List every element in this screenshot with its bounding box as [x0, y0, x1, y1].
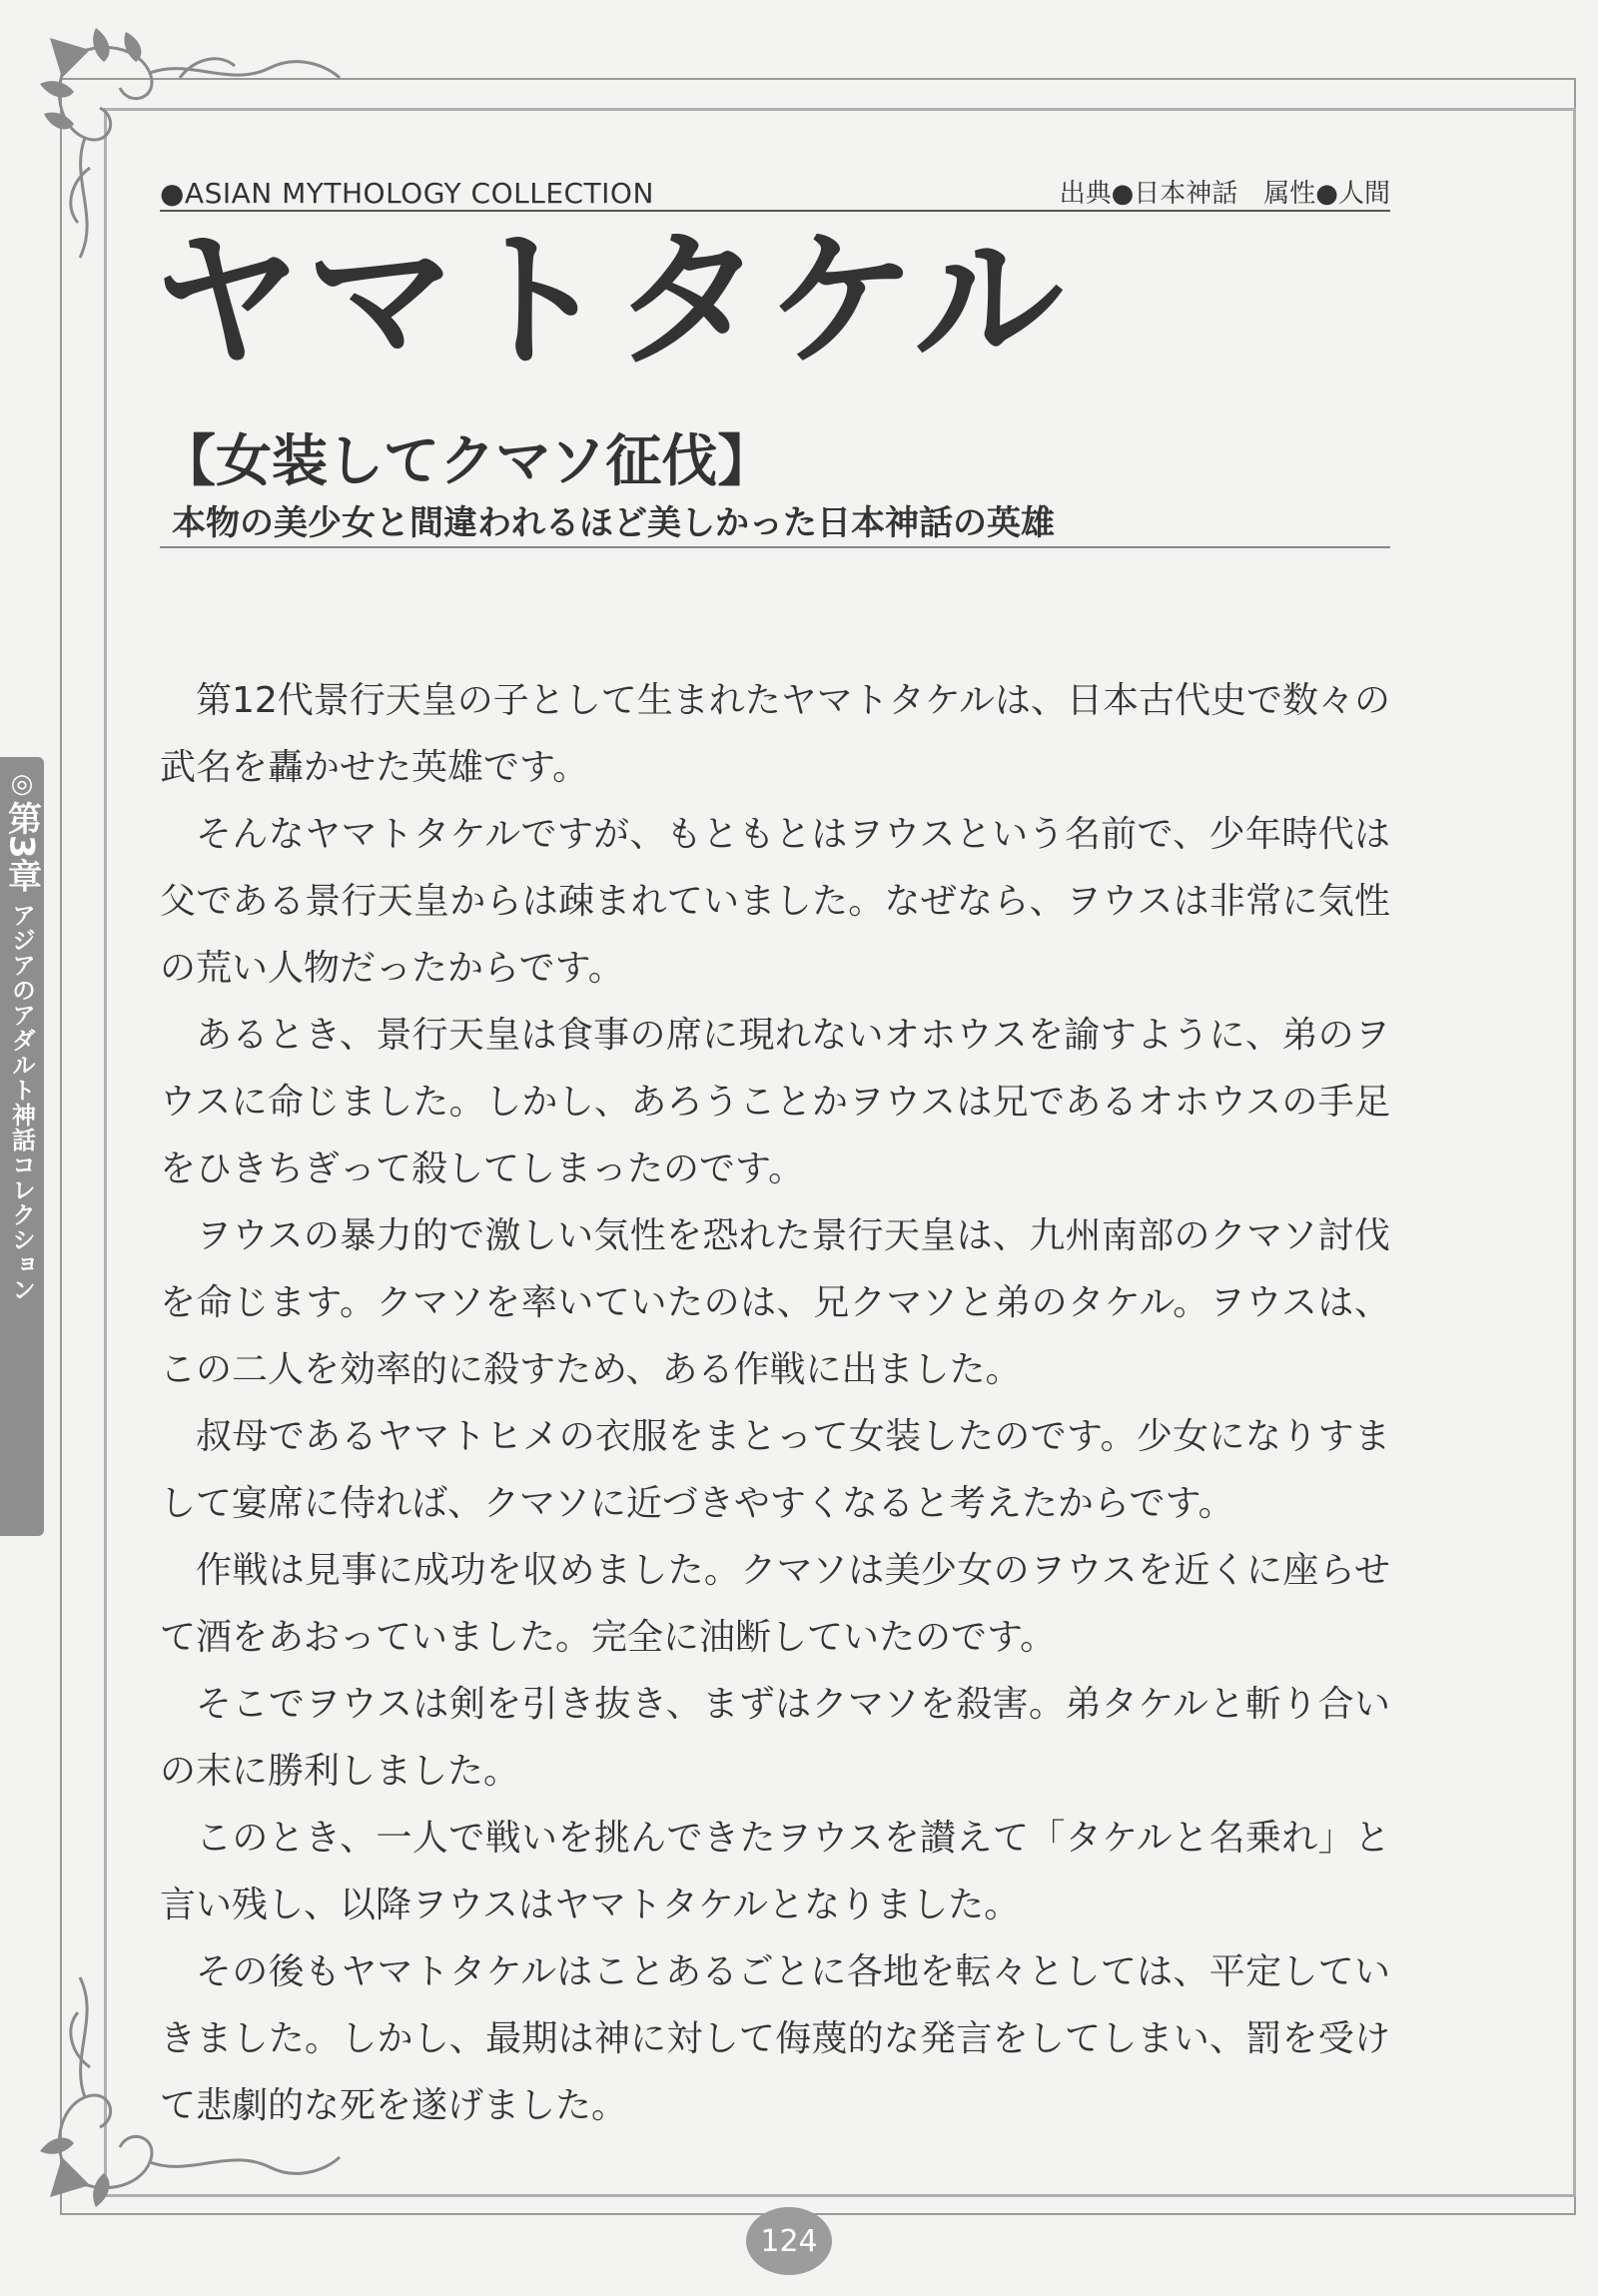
paragraph: ヲウスの暴力的で激しい気性を恐れた景行天皇は、九州南部のクマソ討伐を命じます。クマソを率いていたのは、兄クマソと弟のタケル。ヲウスは、この二人を効率的に殺すため、ある作戦に出ました。 — [160, 1215, 1390, 1390]
series-label: ●ASIAN MYTHOLOGY COLLECTION — [160, 177, 654, 210]
page-title: ヤマトタケル — [152, 215, 1068, 388]
page-subtitle: 【女装してクマソ征伐】 — [160, 429, 774, 494]
chapter-side-tab-text — [0, 769, 44, 1302]
header-row — [160, 170, 1390, 212]
chapter-number: 第3章 — [1, 801, 42, 893]
paragraph: 作戦は見事に成功を収めました。クマソは美少女のヲウスを近くに座らせて酒をあおっていました。完全に油断していたのです。 — [160, 1550, 1390, 1658]
paragraph: そこでヲウスは剣を引き抜き、まずはクマソを殺害。弟タケルと斬り合いの末に勝利しました。 — [160, 1684, 1390, 1792]
source-attribute-label: 出典●日本神話 属性●人間 — [1059, 179, 1390, 209]
paragraph: 第12代景行天皇の子として生まれたヤマトタケルは、日本古代史で数々の武名を轟かせた英雄です。 — [160, 680, 1391, 788]
chapter-title: アジアのアダルト神話コレクション — [7, 902, 36, 1302]
paragraph: あるとき、景行天皇は食事の席に現れないオホウスを諭すように、弟のヲウスに命じました。しかし、あろうことかヲウスは兄であるオホウスの手足をひきちぎって殺してしまったのです。 — [160, 1015, 1390, 1189]
paragraph: このとき、一人で戦いを挑んできたヲウスを讃えて「タケルと名乗れ」と言い残し、以降ヲウスはヤマトタケルとなりました。 — [160, 1818, 1390, 1925]
paragraph: 叔母であるヤマトヒメの衣服をまとって女装したのです。少女になりすまして宴席に侍れば、クマソに近づきやすくなると考えたからです。 — [160, 1416, 1390, 1524]
paragraph: その後もヤマトタケルはことあるごとに各地を転々としては、平定していきました。しかし、最期は神に対して侮蔑的な発言をしてしまい、罰を受けて悲劇的な死を遂げました。 — [160, 1951, 1390, 2126]
page-number: 124 — [746, 2207, 832, 2275]
body-text — [160, 667, 1390, 2139]
page-tagline: 本物の美少女と間違われるほど美しかった日本神話の英雄 — [172, 503, 1055, 543]
chapter-mark-icon: ◎ — [7, 769, 37, 799]
title-divider — [160, 546, 1390, 548]
paragraph: そんなヤマトタケルですが、もともとはヲウスという名前で、少年時代は父である景行天皇からは疎まれていました。なぜなら、ヲウスは非常に気性の荒い人物だったからです。 — [160, 814, 1390, 989]
